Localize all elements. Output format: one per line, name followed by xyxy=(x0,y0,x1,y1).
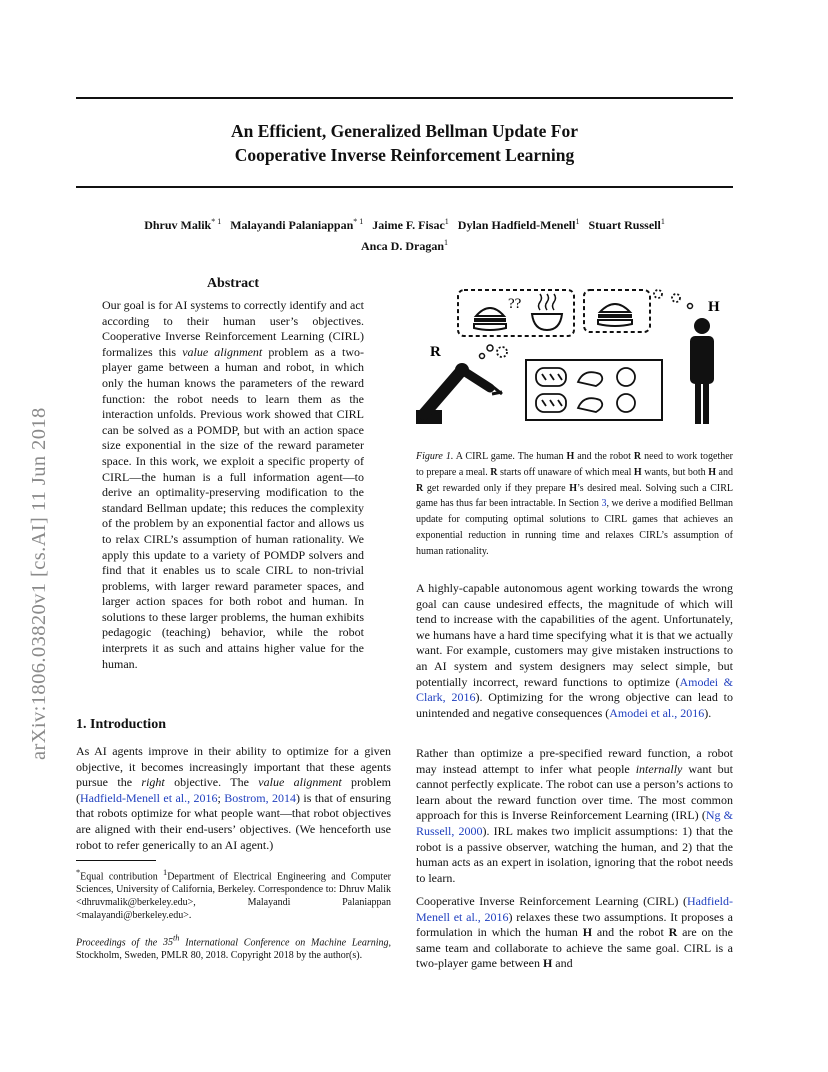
author: Malayandi Palaniappan$^{* 1}$ xyxy=(230,217,364,232)
proceedings-note: Proceedings of the 35th International Conference on Machine Learning, Stockholm, Sweden, PMLR 80, 2018. Copyright 2018 by the author(s). xyxy=(76,934,391,962)
citation-link[interactable]: Amodei & Clark, 2016 xyxy=(416,674,733,705)
arxiv-stamp: arXiv:1806.03820v1 [cs.AI] 11 Jun 2018 xyxy=(28,407,50,760)
citation-link[interactable]: Amodei et al., 2016 xyxy=(609,705,705,720)
section-link[interactable]: 3 xyxy=(601,498,607,510)
sandwich-icon xyxy=(598,304,632,326)
ingredient-icons xyxy=(536,368,635,412)
footnote-rule xyxy=(76,860,156,861)
citation-link[interactable]: Hadfield-Menell et al., 2016 xyxy=(416,894,733,924)
author: Dylan Hadfield-Menell$^1$ xyxy=(457,217,580,232)
robot-arm-icon xyxy=(416,363,502,424)
human-icon xyxy=(690,318,714,424)
robot-label: R xyxy=(430,344,441,360)
right-paragraph-2: Rather than optimize a pre-specified reward function, a robot may instead attempt to infer what people internally want but cannot perfectly explicate. The robot can use a person’s actions to learn about the reward function over time. The most common approach for this is Inverse Reinforcement Learning (IRL) (Ng & Russell, 2000). IRL makes two implicit assumptions: 1) that the robot is a passive observer, watching the human, and 2) that the human acts as an expert in isolation, ignoring that the robot needs to learn. xyxy=(416,746,734,885)
figure-caption: Figure 1. A CIRL game. The human H and the robot R need to work together to prepare a meal. R starts off unaware of which meal H wants, but both H and R get rewarded only if they prepare H’s desired meal. Solving such a CIRL game has thus far been intractable. In Section 3, we derive a modified Bellman update for computing optimal solutions to CIRL games that achieves an exponential reduction in running time and relaxes CIRL’s assumption of human rationality. xyxy=(416,451,733,557)
author: Anca D. Dragan$^1$ xyxy=(361,238,448,253)
title-line-2: Cooperative Inverse Reinforcement Learning xyxy=(234,145,575,165)
footnote: *Equal contribution $^1$Department of Electrical Engineering and Computer Sciences, University of California, Berkeley. Correspondence to: Dhruv Malik <dhruvmalik@berkeley.edu>, Malayandi Palaniappan <malayandi@berkeley.edu>. xyxy=(76,868,391,922)
author-list xyxy=(76,213,733,255)
soup-bowl-icon xyxy=(532,294,562,330)
question-marks: ?? xyxy=(508,296,522,312)
intro-paragraph: As AI agents improve in their ability to optimize for a given objective, it becomes increasingly important that these agents pursue the right objective. The value alignment problem (Hadfield-Menell et al., 2016; Bostrom, 2014) is that of ensuring that robots optimize for what people want—that robot objectives are aligned with their end-users’ objectives. (We henceforth use robot to refer generically to an AI agent.) xyxy=(76,744,392,852)
human-label: H xyxy=(708,299,720,315)
top-rule xyxy=(76,97,733,99)
citation-link[interactable]: Bostrom, 2014 xyxy=(224,790,297,805)
right-paragraph-3: Cooperative Inverse Reinforcement Learning (CIRL) (Hadfield-Menell et al., 2016) relaxes these two assumptions. It proposes a formulation in which the human H and the robot R are on the same team and collaborate to achieve the same goal. CIRL is a two-player game between H and xyxy=(416,894,733,971)
abstract-heading: Abstract xyxy=(206,276,260,291)
abstract-body: Our goal is for AI systems to correctly identify and act according to their human user’s objectives. Cooperative Inverse Reinforcement Learning (CIRL) formalizes this value alignment problem as a two-player game between a human and robot, in which only the human knows the parameters of the reward function: the robot needs to learn them as the interaction unfolds. Previous work showed that CIRL can be solved as a POMDP, but with an action space size exponential in the size of the reward parameter space. In this work, we exploit a specific property of CIRL—the human is a full information agent—to derive an optimality-preserving modification to the standard Bellman update; this reduces the complexity of the problem by an exponential factor and allows us to relax CIRL’s assumption of human rationality. We apply this update to a variety of POMDP solvers and find that it enables us to scale CIRL to non-trivial problems, with larger reward parameter spaces, and larger action spaces for both robot and human. In solutions to these larger problems, the human exhibits pedagogic (teaching) behavior, while the robot interprets it as such and attains higher value for the human. xyxy=(102,298,365,671)
cirl-figure xyxy=(410,278,730,428)
title-line-1: An Efficient, Generalized Bellman Update For xyxy=(230,121,579,141)
citation-link[interactable]: Ng & Russell, 2000 xyxy=(416,808,734,838)
author: Stuart Russell$^1$ xyxy=(588,217,665,232)
citation-link[interactable]: Hadfield-Menell et al., 2016 xyxy=(80,790,218,805)
sandwich-icon xyxy=(474,308,506,330)
right-paragraph-1: A highly-capable autonomous agent working towards the wrong goal can cause undesired effects, the magnitude of which will tend to increase with the capabilities of the agent. Unfortunately, we humans have a hard time specifying what it is that we actually want. For example, customers may give mistaken instructions to an AI system and system designers may select simple, but potentially incorrect, reward functions to optimize (Amodei & Clark, 2016). Optimizing for the wrong objective can lead to unintended and negative consequences (Amodei et al., 2016). xyxy=(416,581,733,720)
author: Dhruv Malik$^{* 1}$ xyxy=(144,217,222,232)
author: Jaime F. Fisac$^1$ xyxy=(372,217,449,232)
section-heading-introduction: 1. Introduction xyxy=(76,717,166,732)
paper-title xyxy=(76,119,733,167)
title-bottom-rule xyxy=(76,186,733,188)
